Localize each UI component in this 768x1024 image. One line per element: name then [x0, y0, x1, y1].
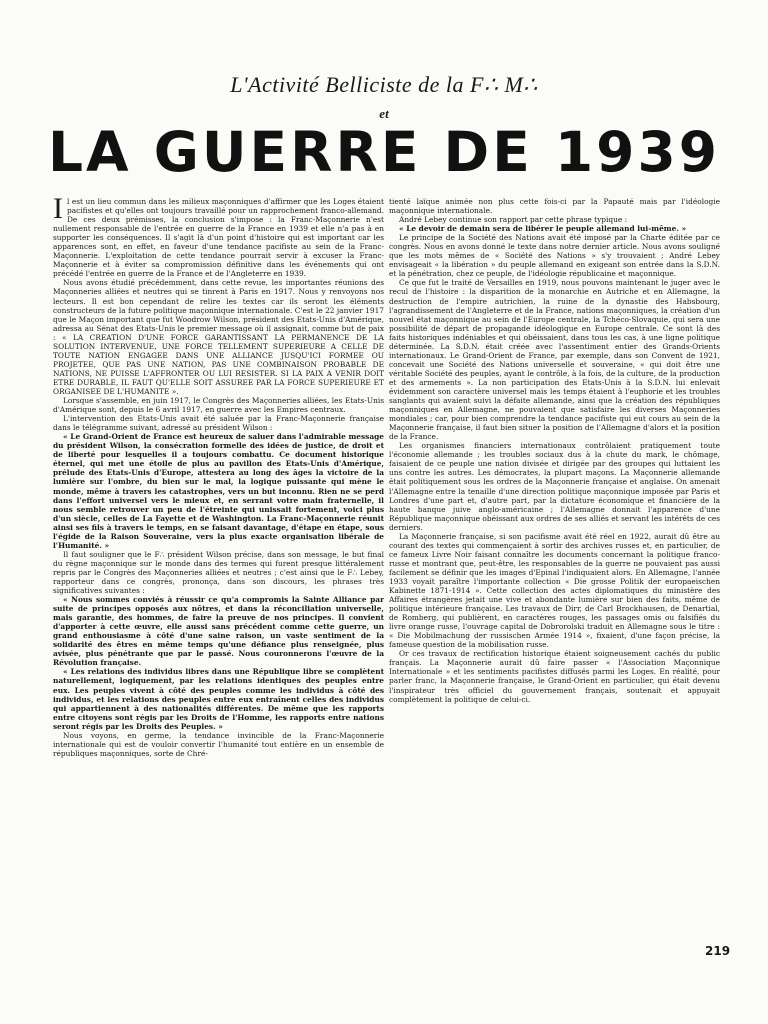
paragraph-text: « Le devoir de demain sera de libérer le peuple allemand lui-même. »	[399, 224, 687, 234]
paragraph	[53, 432, 384, 550]
paragraph	[53, 667, 384, 730]
paragraph-text: Or ces travaux de rectification historique étaient soigneusement cachés du public français. La Maçonnerie aurait dû faire passer « l'Association Maçonnique Internationale » et les sentiments pacifistes diffusés parmi les Loges. En réalité, pour parler franc, la Maçonnerie française, le Grand-Orient en particulier, qui était devenu l'inspirateur très officiel du gouvernement français, soutenait et appuyait complètement la politique de celui-ci.	[389, 649, 720, 704]
paragraph	[53, 595, 384, 667]
paragraph	[389, 197, 720, 215]
paragraph	[53, 197, 384, 278]
paragraph-text: tienté laïque animée non plus cette fois-ci par la Papauté mais par l'idéologie maçonnique internationale.	[389, 197, 720, 216]
paragraph	[53, 731, 384, 758]
left-column	[53, 197, 384, 977]
paragraph-text: L'intervention des Etats-Unis avait été saluée par la Franc-Maçonnerie française dans le télégramme suivant, adressé au président Wilson :	[53, 414, 384, 433]
paragraph-text: Le principe de la Société des Nations avait été imposé par la Charte éditée par ce congrès. Nous en avons donné le texte dans notre dernier article. Nous avons souligné que les mots mêmes de « Société des Nations » s'y trouvaient ; André Lebey envisageait « la libération » du peuple allemand en exigeant son entrée dans la S.D.N. et la pénétration, chez ce peuple, de l'idéologie républicaine et maçonnique.	[389, 233, 720, 279]
paragraph-text: Il faut souligner que le F∴ président Wilson précise, dans son message, le but final du règne maçonnique sur le monde dans des termes qui furent presque littéralement repris par le Congrès des Maçonneries alliées et neutres ; c'est ainsi que le F∴ Lebey, rapporteur dans ce congrès, prononça, dans son discours, les phrases très significatives suivantes :	[53, 549, 384, 596]
paragraph-text: André Lebey continue son rapport par cette phrase typique :	[399, 215, 628, 225]
paragraph-text: « Les relations des individus libres dans une République libre se complètent naturellement, logiquement, par les relations identiques des peuples entre eux. Les peuples vivent à côté des peuples comme les individus à côté des individus, et les relations des peuples entre eux entraînent celles des individus qui appartiennent à des nationalités différentes. De même que les rapports entre citoyens sont régis par les Droits de l'Homme, les rapports entre nations seront régis par les Droits des Peuples. »	[53, 667, 384, 731]
paragraph-text: Nous voyons, en germe, la tendance invincible de la Franc-Maçonnerie internationale qui est de vouloir convertir l'humanité tout entière en un ensemble de républiques maçonniques, sorte de Chré-	[53, 730, 384, 758]
title-connector: et	[379, 106, 389, 121]
right-column	[389, 197, 720, 977]
article-headline: LA GUERRE DE 1939	[47, 120, 720, 184]
paragraph-text: « Le Grand-Orient de France est heureux de saluer dans l'admirable message du président Wilson, la consécration formelle des idées de justice, de droit et de liberté pour lesquelles il a toujours combattu. Ce document historique éternel, qui met une étoile de plus au pavillon des Etats-Unis d'Amérique, prélude des Etats-Unis d'Europe, attestera au long des âges la victoire de la lumière sur l'ombre, du bien sur le mal, la logique puissante qui mène le monde, même à travers les catastrophes, vers un but inconnu. Rien ne se perd dans l'effort universel vers le mieux et, en serrant votre main fraternelle, il nous semble retrouver un peu de l'étreinte qui unissait fortement, voici plus d'un siècle, celles de La Fayette et de Washington. La Franc-Maçonnerie réunit ainsi ses fils à travers le temps, en se faisant davantage, d'étape en étape, sous l'égide de la Raison Souveraine, vers la plus exacte organisation libérale de l'Humanité. »	[53, 432, 384, 550]
paragraph-text: l est un lieu commun dans les milieux maçonniques d'affirmer que les Loges étaient pacifistes et qu'elles ont toujours travaillé pour un rapprochement franco-allemand. De ces deux prémisses, la conclusion s'impose : la Franc-Maçonnerie n'est nullement responsable de l'entrée en guerre de la France en 1939 et elle n'a pas à en supporter les conséquences. Il s'agit là d'un point d'histoire qui est important car les apparences sont, en effet, en faveur d'une tendance pacifiste au sein de la Franc-Maçonnerie. L'exploitation de cette tendance pourrait servir à excuser la Franc-Maçonnerie et à éviter sa compromission définitive dans les événements qui ont précédé l'entrée en guerre de la France et de l'Angleterre en 1939.	[53, 197, 384, 279]
drop-cap: I	[53, 197, 63, 225]
paragraph	[389, 649, 720, 703]
paragraph-text: « Nous sommes conviés à réussir ce qu'a compromis la Sainte Alliance par suite de principes opposés aux nôtres, et dans la réconciliation universelle, mais garantie, des hommes, de faire la preuve de nos principes. Il convient d'apporter à cette œuvre, elle aussi sans précédent comme cette guerre, un grand enthousiasme à côté d'une saine raison, un vaste sentiment de la solidarité des êtres en même temps qu'une défiance plus renseignée, plus avisée, plus pénétrante que par le passé. Nous couronnerons l'œuvre de la Révolution française.	[53, 595, 384, 668]
paragraph	[53, 396, 384, 414]
article-kicker: L'Activité Belliciste de la F∴ M∴	[230, 72, 538, 97]
paragraph	[53, 278, 384, 396]
page-number: 219	[705, 944, 731, 958]
paragraph	[389, 278, 720, 441]
paragraph-text: Nous avons étudié précédemment, dans cette revue, les importantes réunions des Maçonneries alliées et neutres qui se tinrent à Paris en 1917. Nous y renvoyons nos lecteurs. Il est bon cependant de relire les textes car ils seront les éléments constructeurs de la future politique maçonnique internationale. C'est le 22 janvier 1917 que le Maçon important que fut Woodrow Wilson, président des Etats-Unis d'Amérique, adressa au Sénat des Etats-Unis le premier message où il assignait, comme but de paix : « LA CREATION D'UNE FORCE GARANTISSANT LA PERMANENCE DE LA SOLUTION INTERVENUE, UNE FORCE TELLEMENT SUPERIEURE A CELLE DE TOUTE NATION ENGAGEE DANS UNE ALLIANCE JUSQU'ICI FORMEE OU PROJETEE, QUE PAS UNE NATION, PAS UNE COMBINAISON PROBABLE DE NATIONS, NE PUISSE L'AFFRONTER OU LUI RESISTER. SI LA PAIX A VENIR DOIT ETRE DURABLE, IL FAUT QU'ELLE SOIT ASSUREE PAR LA FORCE SUPERIEURE ET ORGANISEE DE L'HUMANITE ».	[53, 278, 384, 396]
paragraph	[389, 233, 720, 278]
paragraph	[389, 215, 720, 224]
paragraph	[389, 224, 720, 233]
paragraph-text: Les organismes financiers internationaux contrôlaient pratiquement toute l'économie allemande ; les troubles sociaux dus à la chute du mark, le chômage, faisaient de ce peuple une nation divisée et dirigée par des groupes qui luttaient les uns contre les autres. Les démocrates, la plupart maçons. La Maçonnerie allemande était politiquement sous les ordres de la Maçonnerie française et anglaise. On amenait l'Allemagne entre la tenaille d'une direction politique maçonnique imposée par Paris et Londres d'une part et, d'autre part, par la dictature économique et financière de la haute banque juive anglo-américaine ; l'Allemagne donnait l'apparence d'une République maçonnique obéissant aux ordres de ses alliés et servant les intérêts de ces derniers.	[389, 441, 720, 532]
paragraph-text: La Maçonnerie française, si son pacifisme avait été réel en 1922, aurait dû être au courant des textes qui commençaient à sortir des archives russes et, en particulier, de ce fameux Livre Noir faisant connaître les documents concernant la politique franco-russe et montrant que, peut-être, les responsables de la guerre ne pouvaient pas aussi facilement se définir que les images d'Epinal l'indiquaient alors. En Allemagne, l'année 1933 voyait paraître l'importante collection « Die grosse Politik der europaeischen Kabinette 1871-1914 ». Cette collection des actes diplomatiques du ministère des Affaires étrangères jetait une vive et abondante lumière sur bien des faits, même de politique intérieure française. Les travaux de Dirr, de Carl Brockhausen, de Denartial, de Romberg, qui publièrent, en caractères rouges, les passages omis ou falsifiés du livre orange russe, l'ouvrage capital de Dobrorolski traduit en Allemagne sous le titre : « Die Mobilmachung der russischen Armée 1914 », fixaient, d'une façon précise, la fameuse question de la mobilisation russe.	[389, 531, 720, 650]
paragraph-text: Lorsque s'assemble, en juin 1917, le Congrès des Maçonneries alliées, les Etats-Unis d'Amérique sont, depuis le 6 avril 1917, en guerre avec les Empires centraux.	[53, 396, 384, 415]
paragraph	[53, 414, 384, 432]
paragraph	[389, 532, 720, 650]
paragraph-text: Ce que fut le traité de Versailles en 1919, nous pouvons maintenant le juger avec le recul de l'histoire : la disparition de la monarchie en Autriche et en Allemagne, la destruction de l'empire autrichien, la ruine de la dynastie des Habsbourg, l'agrandissement de l'Angleterre et de la France, nations maçonniques, la création d'un nouvel état maçonnique au sein de l'Europe centrale, la Tchéco-Slovaquie, qui sera une possibilité de départ de propagande idéologique en Europe centrale. Ce sont là des faits historiques indéniables et qui obéissaient, dans tous les cas, à une ligne politique déterminée. La S.D.N. était créée avec l'assentiment entier des Grands-Orients internationaux. Le Grand-Orient de France, par exemple, dans son Convent de 1921, concevait une Société des Nations universelle et souveraine, « qui doit être une véritable Société des peuples, ayant le contrôle, à la fois, de la culture, de la production et des armements ». La non participation des Etats-Unis à la S.D.N. lui enlevait évidemment son caractère universel mais les temps étaient à l'euphorie et les troubles sanglants qui avaient suivi la défaite allemande, ainsi que la création des républiques maçonniques en Allemagne, ne pouvaient que satisfaire les diverses Maçonneries mondiales ; car, pour bien comprendre la tendance pacifiste qui eut cours au sein de la Maçonnerie française, il faut bien situer la position de l'Allemagne d'alors et la position de la France.	[389, 278, 720, 442]
paragraph	[53, 550, 384, 595]
paragraph	[389, 441, 720, 531]
